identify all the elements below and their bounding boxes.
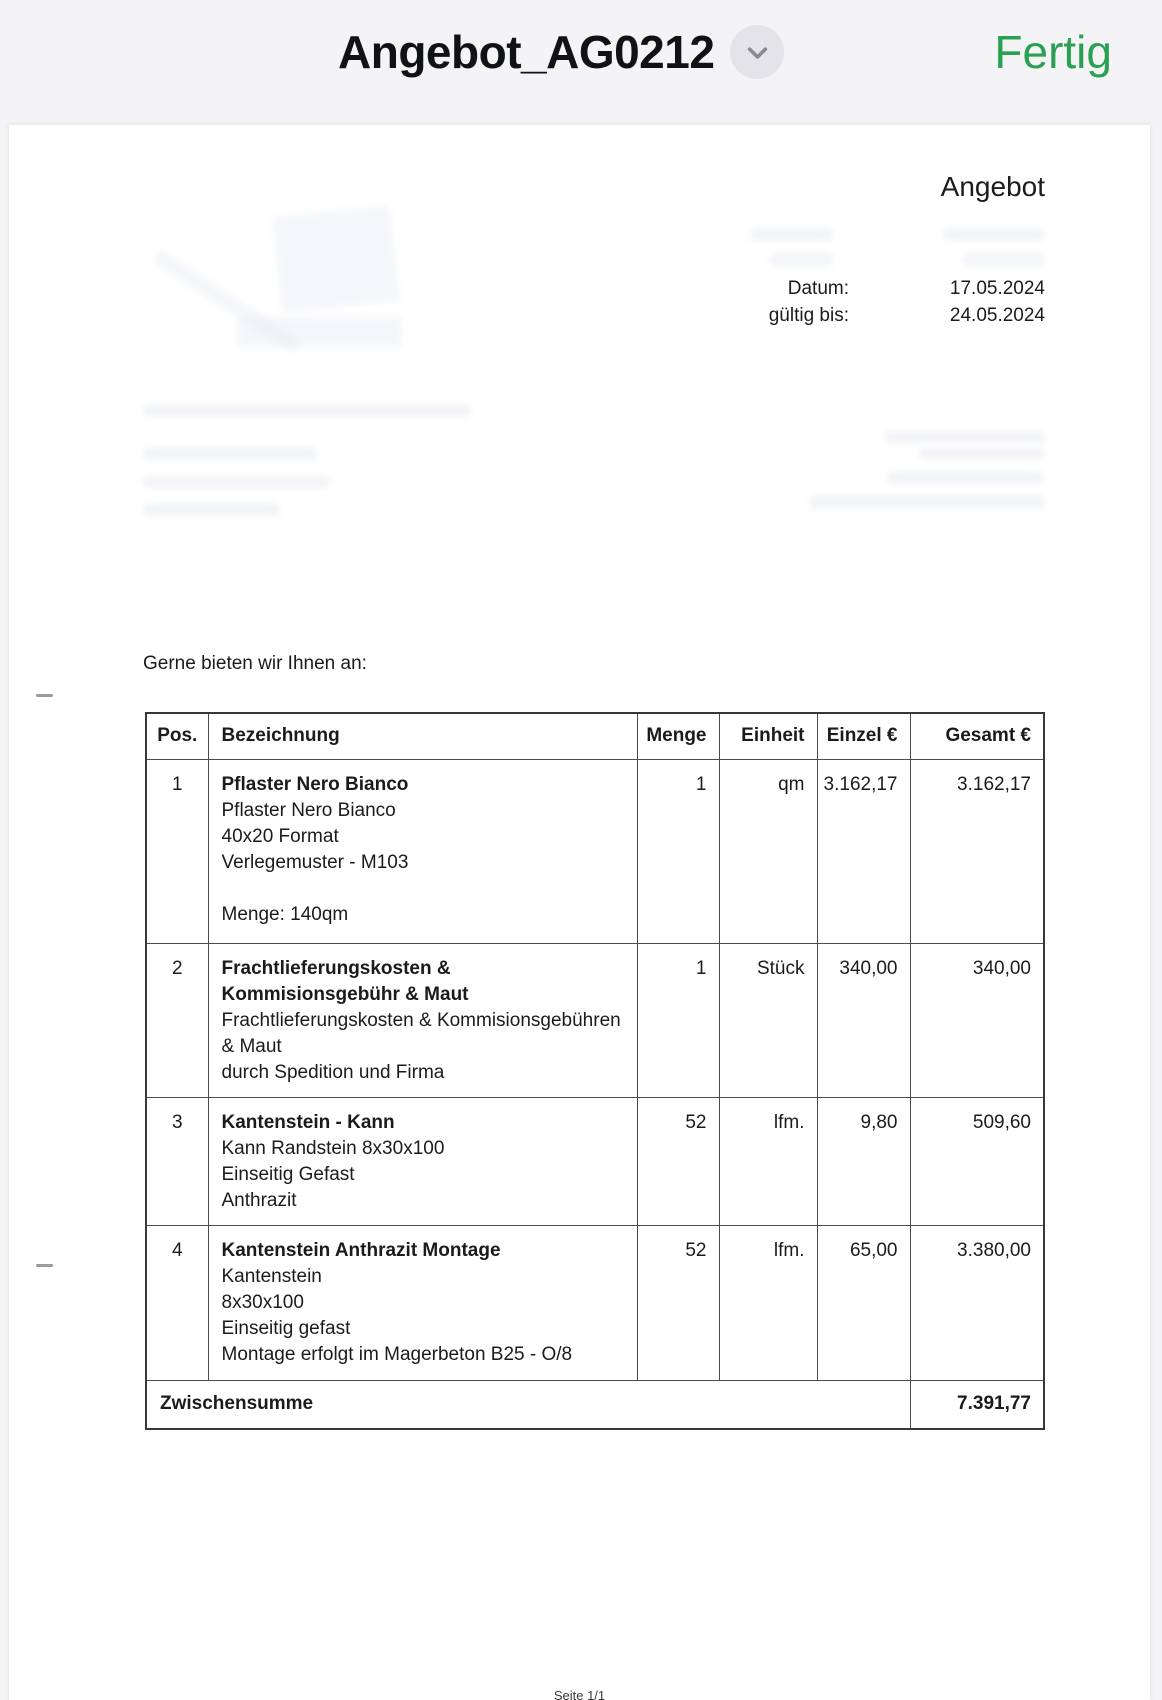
table-row: [146, 943, 1044, 1097]
item-description-line: Pflaster Nero Bianco: [221, 799, 396, 821]
faded-address-line: [143, 503, 280, 516]
menge-cell: 1: [637, 943, 719, 1097]
item-description-line: 40x20 Format: [221, 825, 339, 847]
meta-row: [629, 275, 1045, 302]
faded-logo: [272, 205, 399, 313]
menge-cell: 52: [637, 1097, 719, 1225]
pos-cell: 3: [146, 1097, 208, 1225]
column-header-einzel: Einzel €: [817, 713, 910, 759]
column-header-bezeichnung: Bezeichnung: [208, 713, 637, 759]
description-cell: [208, 943, 637, 1097]
meta-value: 24.05.2024: [949, 305, 1045, 326]
item-description-line: Menge: 140qm: [221, 903, 349, 925]
faded-contact-line: [885, 431, 1045, 443]
item-description-line: durch Spedition und Firma: [221, 1061, 445, 1083]
meta-row: [629, 302, 1045, 329]
einzel-cell: 3.162,17: [817, 759, 910, 943]
faded-meta-label: [750, 228, 833, 241]
column-header-menge: Menge: [637, 713, 719, 759]
item-description-line: Frachtlieferungskosten & Kommisionsgebühren: [221, 1009, 621, 1031]
faded-contact-line: [918, 447, 1045, 459]
document-heading: Angebot: [940, 171, 1045, 202]
item-description-line: & Maut: [221, 1035, 282, 1057]
einheit-cell: Stück: [719, 943, 817, 1097]
faded-meta-value: [943, 228, 1045, 241]
einzel-cell: 65,00: [817, 1225, 910, 1380]
page-number-footer: Seite 1/1: [553, 1688, 606, 1700]
einheit-cell: lfm.: [719, 1097, 817, 1225]
menge-cell: 1: [637, 759, 719, 943]
description-cell: [208, 759, 637, 943]
item-description-line: [222, 876, 629, 902]
gesamt-cell: 3.380,00: [910, 1225, 1044, 1380]
faded-address-line: [143, 447, 317, 460]
item-description-line: Einseitig gefast: [221, 1317, 351, 1339]
item-description-line: Einseitig Gefast: [221, 1163, 355, 1185]
table-header-row: [146, 713, 1044, 759]
description-cell: [208, 1097, 637, 1225]
column-header-pos: Pos.: [146, 713, 208, 759]
faded-logo-word: [237, 317, 402, 347]
fold-mark: [36, 1264, 53, 1267]
items-table: [145, 712, 1045, 1430]
item-description-line: Anthrazit: [221, 1189, 297, 1211]
item-description-line: 8x30x100: [221, 1291, 304, 1313]
document-page: [9, 125, 1150, 1700]
table-row: [146, 1225, 1044, 1380]
item-description-line: Kantenstein: [221, 1265, 322, 1287]
item-title: Pflaster Nero Bianco: [221, 773, 409, 795]
meta-label: Datum:: [787, 278, 849, 299]
item-description-line: Montage erfolgt im Magerbeton B25 - O/8: [221, 1343, 573, 1365]
item-title: Kantenstein Anthrazit Montage: [221, 1239, 501, 1261]
einzel-cell: 340,00: [817, 943, 910, 1097]
subtotal-row: [146, 1380, 1044, 1429]
description-cell: [208, 1225, 637, 1380]
gesamt-cell: 3.162,17: [910, 759, 1044, 943]
item-description-line: Kann Randstein 8x30x100: [221, 1137, 445, 1159]
column-header-einheit: Einheit: [719, 713, 817, 759]
einzel-cell: 9,80: [817, 1097, 910, 1225]
faded-meta-value: [963, 253, 1045, 266]
einheit-cell: lfm.: [719, 1225, 817, 1380]
pos-cell: 4: [146, 1225, 208, 1380]
pos-cell: 2: [146, 943, 208, 1097]
intro-text: Gerne bieten wir Ihnen an:: [143, 653, 367, 674]
document-title: Angebot_AG0212: [338, 26, 715, 78]
gesamt-cell: 340,00: [910, 943, 1044, 1097]
table-body: [146, 759, 1044, 1380]
subtotal-value: 7.391,77: [910, 1380, 1044, 1429]
meta-label: gültig bis:: [768, 305, 849, 326]
fold-mark: [36, 694, 53, 697]
meta-block: [629, 275, 1045, 329]
meta-value: 17.05.2024: [949, 278, 1045, 299]
done-button[interactable]: Fertig: [994, 0, 1112, 104]
item-title: Frachtlieferungskosten & Kommisionsgebühr & Maut: [221, 957, 469, 1005]
column-header-gesamt: Gesamt €: [910, 713, 1044, 759]
menge-cell: 52: [637, 1225, 719, 1380]
faded-address-line: [143, 475, 330, 488]
item-description-line: Verlegemuster - M103: [221, 851, 409, 873]
faded-meta-label: [770, 253, 833, 266]
einheit-cell: qm: [719, 759, 817, 943]
faded-sender-line: [143, 405, 472, 417]
faded-contact-line: [810, 495, 1045, 509]
faded-contact-line: [887, 471, 1043, 484]
table-row: [146, 759, 1044, 943]
subtotal-label: Zwischensumme: [146, 1380, 910, 1429]
item-title: Kantenstein - Kann: [221, 1111, 395, 1133]
gesamt-cell: 509,60: [910, 1097, 1044, 1225]
table-row: [146, 1097, 1044, 1225]
pos-cell: 1: [146, 759, 208, 943]
